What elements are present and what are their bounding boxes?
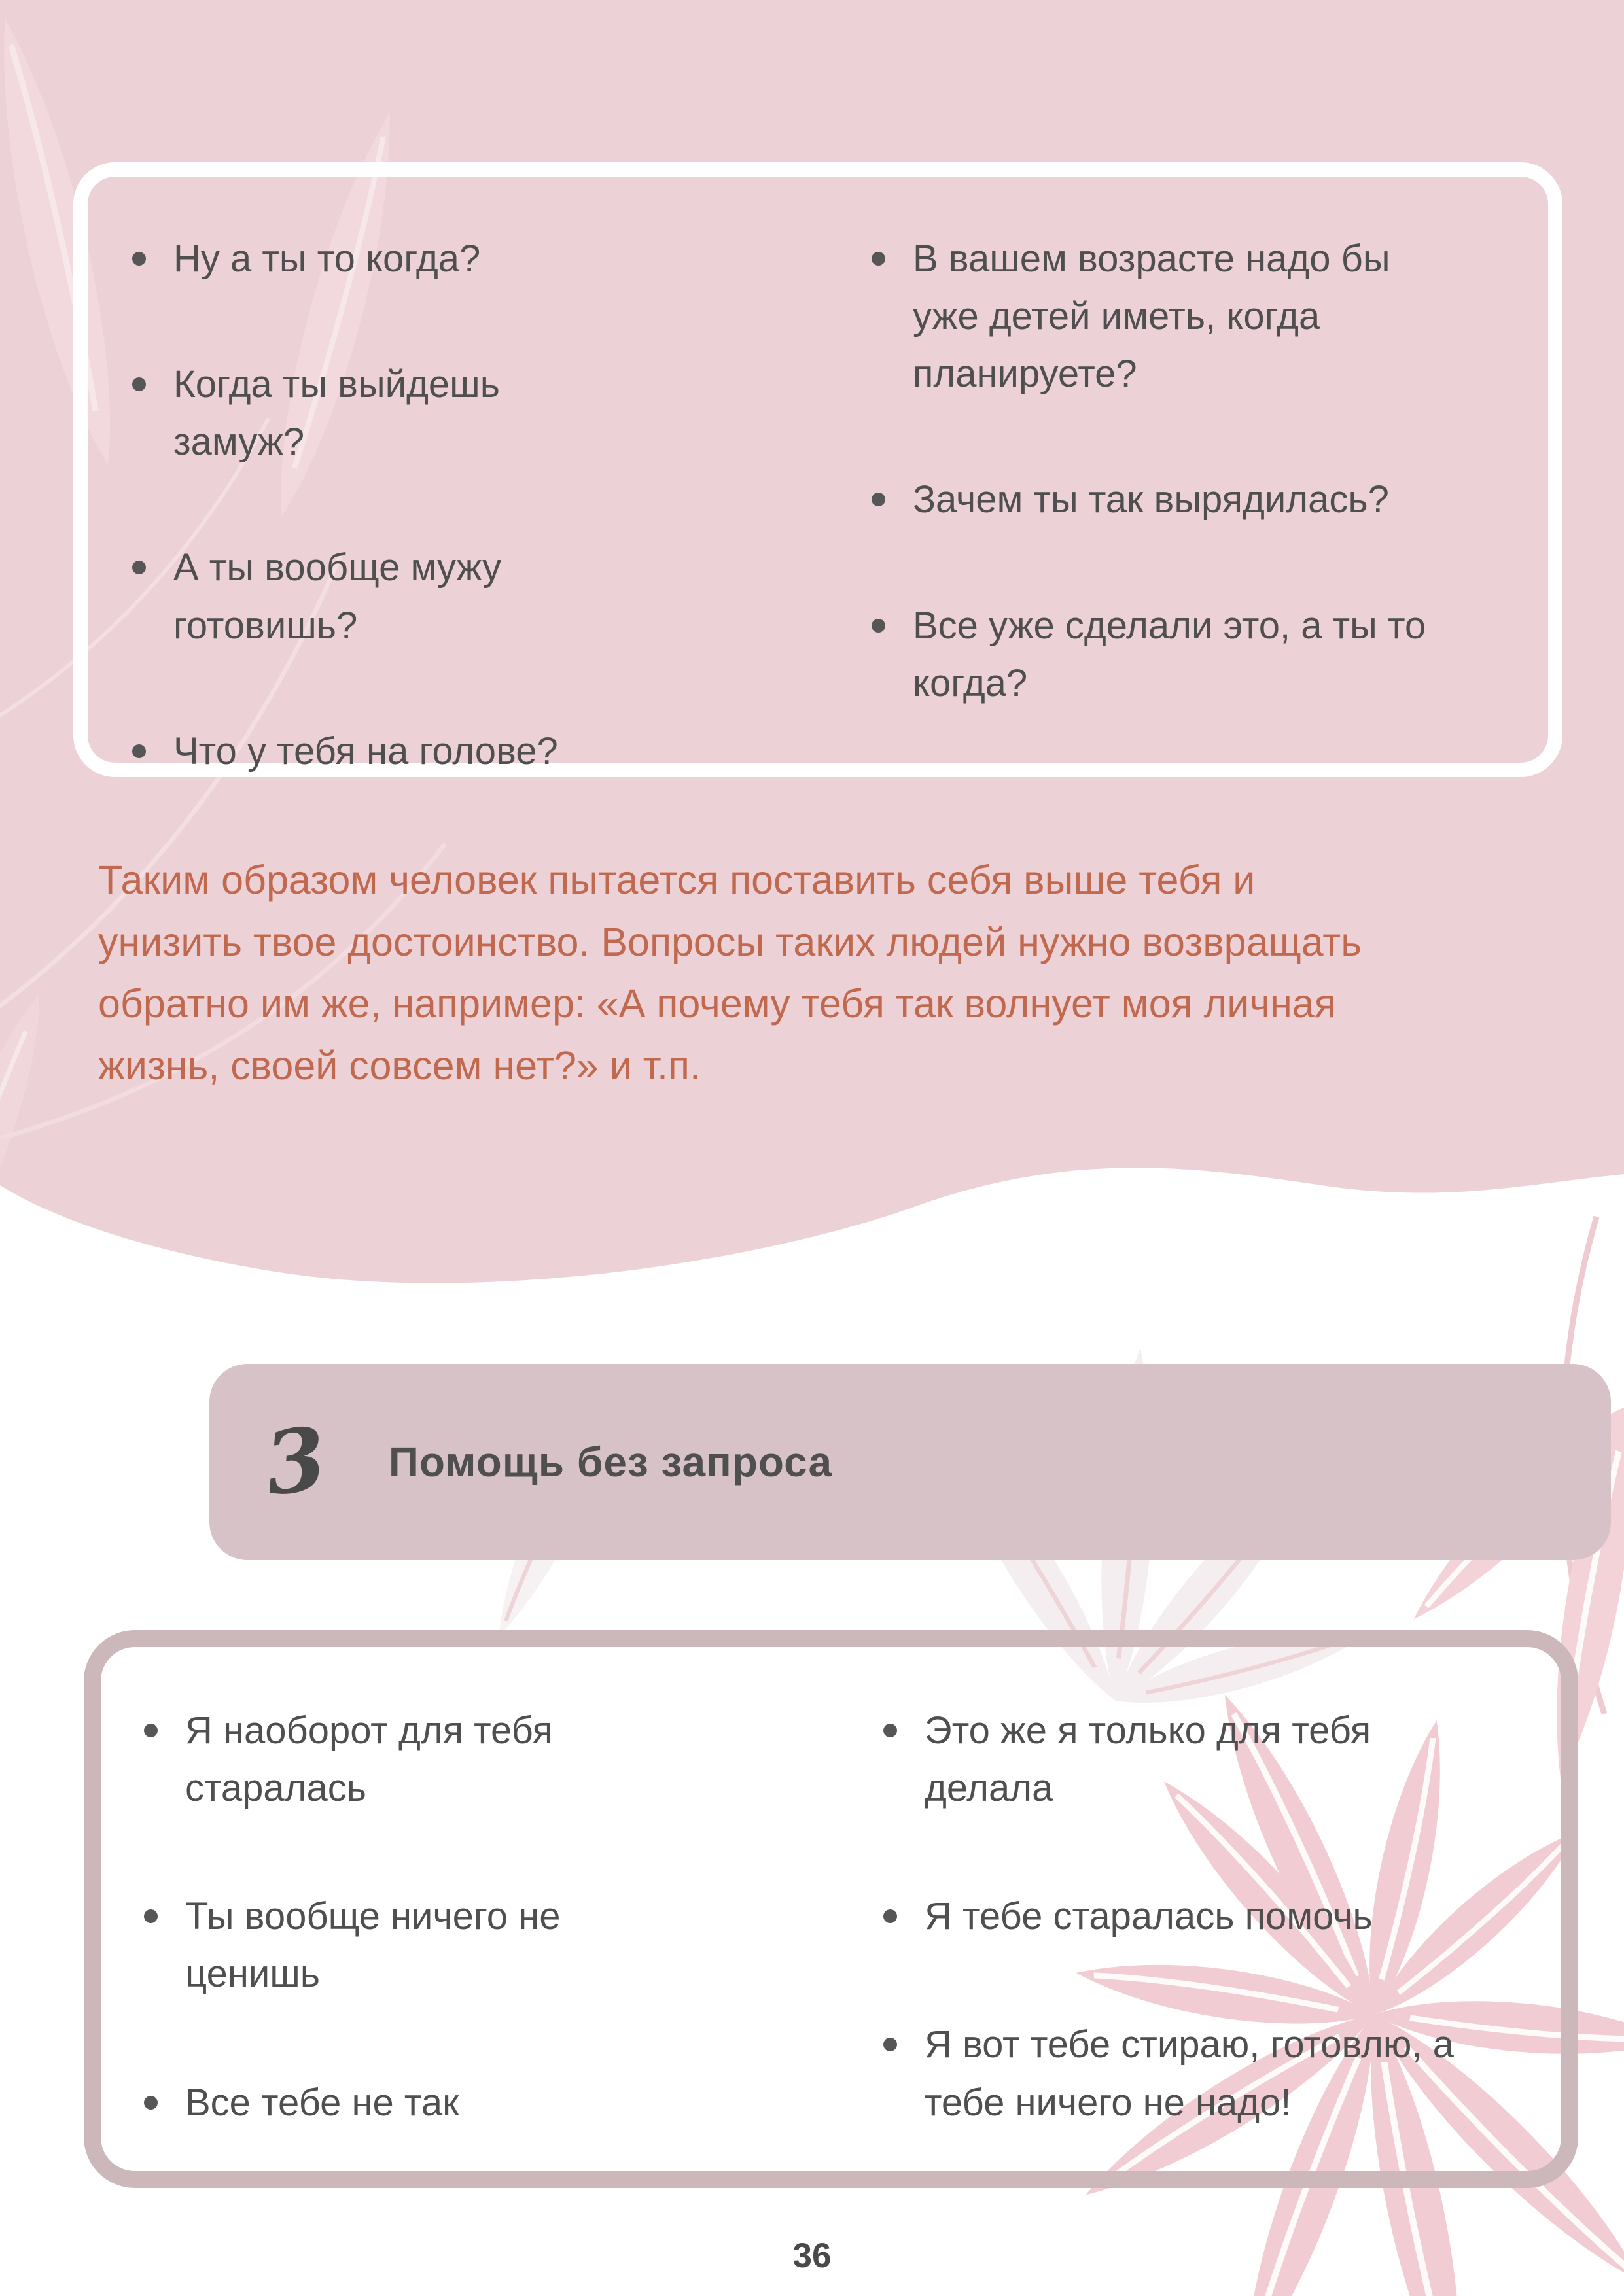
bullet-icon: [144, 1909, 158, 1923]
bullet-text: Я вот тебе стираю, готовлю, а тебе ничего не надо!: [925, 2023, 1454, 2124]
bullet-text: В вашем возрасте надо бы уже детей иметь, когда планируете?: [913, 237, 1390, 396]
phrase-list-right: [883, 1702, 1548, 2202]
section-header-bar: [209, 1364, 1611, 1560]
section-title: Помощь без запроса: [388, 1438, 833, 1486]
section-number: 3: [259, 1407, 332, 1516]
list-item: [872, 471, 1528, 529]
bullet-text: А ты вообще мужу готовишь?: [173, 546, 502, 647]
bullet-icon: [872, 252, 885, 266]
list-item: [872, 597, 1528, 712]
bullet-text: Все уже сделали это, а ты то когда?: [913, 604, 1426, 704]
phrase-box-columns: [101, 1647, 1561, 2202]
bullet-icon: [144, 1724, 158, 1737]
bullet-icon: [132, 377, 146, 391]
list-item: [883, 2016, 1548, 2131]
bullet-icon: [872, 493, 885, 506]
phrase-list-left: [144, 1702, 883, 2202]
bullet-text: Ты вообще ничего не ценишь: [185, 1895, 561, 1996]
bullet-text: Я наоборот для тебя старалась: [185, 1709, 554, 1810]
explanation-paragraph: Таким образом человек пытается поставить себя выше тебя и унизить твое достоинство. Вопросы таких людей нужно возвращать обратно им же, например: «А почему тебя так волнует моя личная жизнь, своей совсем нет?» и т.п.: [98, 858, 1362, 1088]
list-item: [144, 1702, 883, 1817]
list-item: [872, 230, 1528, 403]
page-number: 36: [792, 2236, 832, 2275]
list-item: [132, 230, 872, 288]
help-without-request-box: [84, 1630, 1578, 2188]
bullet-icon: [132, 744, 146, 758]
list-item: [883, 1702, 1548, 1817]
bullet-icon: [883, 1909, 897, 1923]
bullet-icon: [883, 2038, 897, 2051]
bullet-text: Ну а ты то когда?: [173, 237, 481, 280]
bullet-text: Зачем ты так вырядилась?: [913, 478, 1389, 521]
bullet-icon: [872, 619, 885, 633]
intrusive-questions-box: [73, 162, 1562, 777]
bullet-text: Я тебе старалась помочь: [925, 1895, 1373, 1938]
list-item: [132, 723, 872, 780]
quote-box-columns: [88, 177, 1548, 780]
list-item: [883, 1888, 1548, 1945]
list-item: [144, 2074, 883, 2132]
quote-list-left: [132, 230, 872, 780]
bullet-icon: [144, 2096, 158, 2110]
bullet-text: Все тебе не так: [185, 2081, 459, 2124]
bullet-text: Это же я только для тебя делала: [925, 1709, 1371, 1810]
list-item: [132, 356, 872, 471]
list-item: [144, 1888, 883, 2003]
bullet-text: Что у тебя на голове?: [173, 729, 558, 773]
list-item: [132, 539, 872, 654]
bullet-text: Когда ты выйдешь замуж?: [173, 363, 500, 464]
bullet-icon: [132, 561, 146, 574]
bullet-icon: [132, 252, 146, 266]
bullet-icon: [883, 1724, 897, 1737]
quote-list-right: [872, 230, 1528, 780]
